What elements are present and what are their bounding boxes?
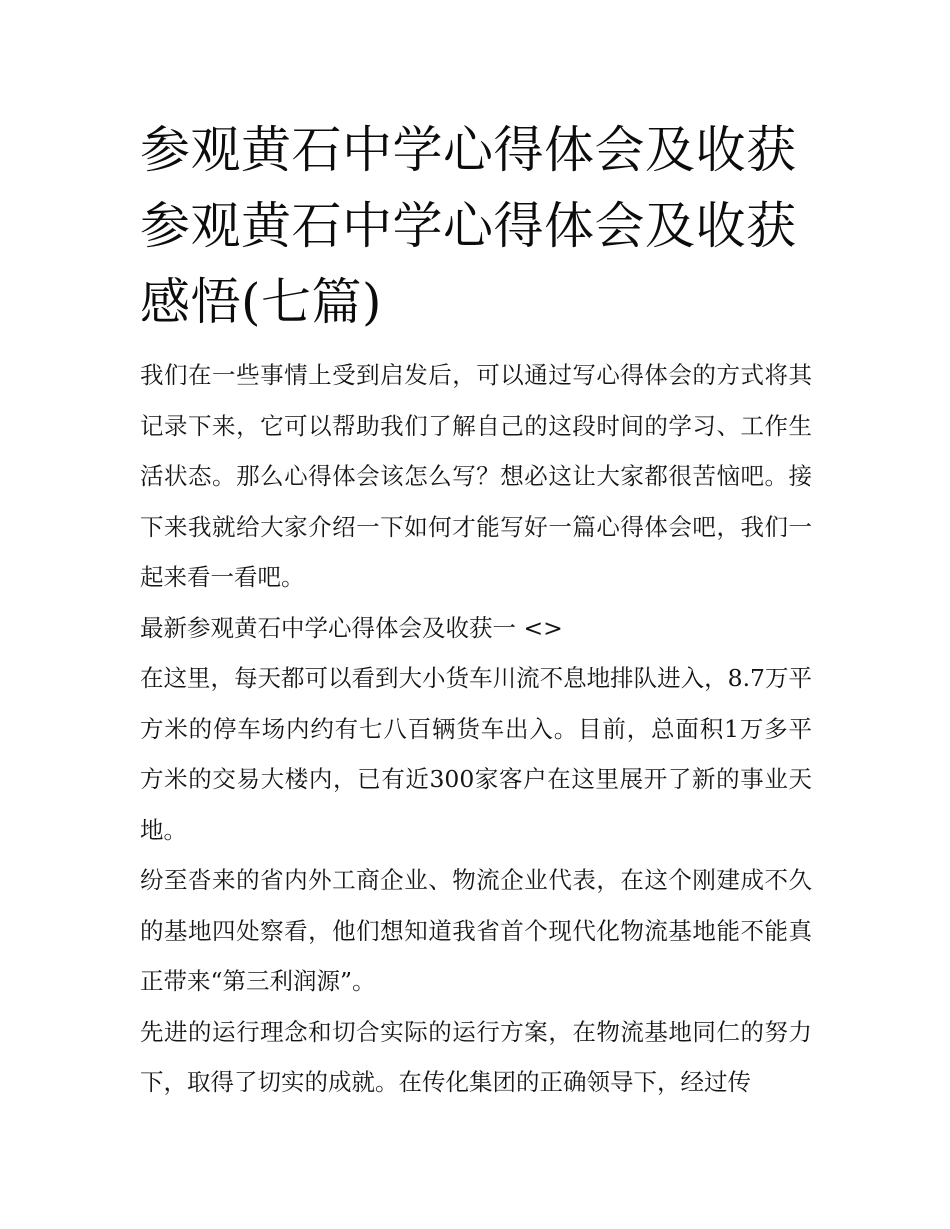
paragraph-logistics-traffic: 在这里，每天都可以看到大小货车川流不息地排队进入，8.7万平方米的停车场内约有七八百辆货车出入。目前，总面积1万多平方米的交易大楼内，已有近300家客户在这里展开了新的事业天地。 [140, 664, 812, 844]
document-title: 参观黄石中学心得体会及收获参观黄石中学心得体会及收获感悟(七篇) [140, 121, 797, 331]
document-body [140, 350, 812, 1108]
paragraph-achievements: 先进的运行理念和切合实际的运行方案，在物流基地同仁的努力下，取得了切实的成就。在传化集团的正确领导下，经过传 [140, 1017, 812, 1096]
document-content [140, 112, 812, 1108]
paragraph-intro: 我们在一些事情上受到启发后，可以通过写心得体会的方式将其记录下来，它可以帮助我们了解自己的这段时间的学习、工作生活状态。那么心得体会该怎么写？想必这让大家都很苦恼吧。接下来我就给大家介绍一下如何才能写好一篇心得体会吧，我们一起来看一看吧。 [140, 361, 812, 591]
paragraph-enterprise-visitors: 纷至沓来的省内外工商企业、物流企业代表，在这个刚建成不久的基地四处察看，他们想知道我省首个现代化物流基地能不能真正带来“第三利润源”。 [140, 866, 812, 995]
paragraph-section-heading: 最新参观黄石中学心得体会及收获一 <> [140, 613, 563, 642]
